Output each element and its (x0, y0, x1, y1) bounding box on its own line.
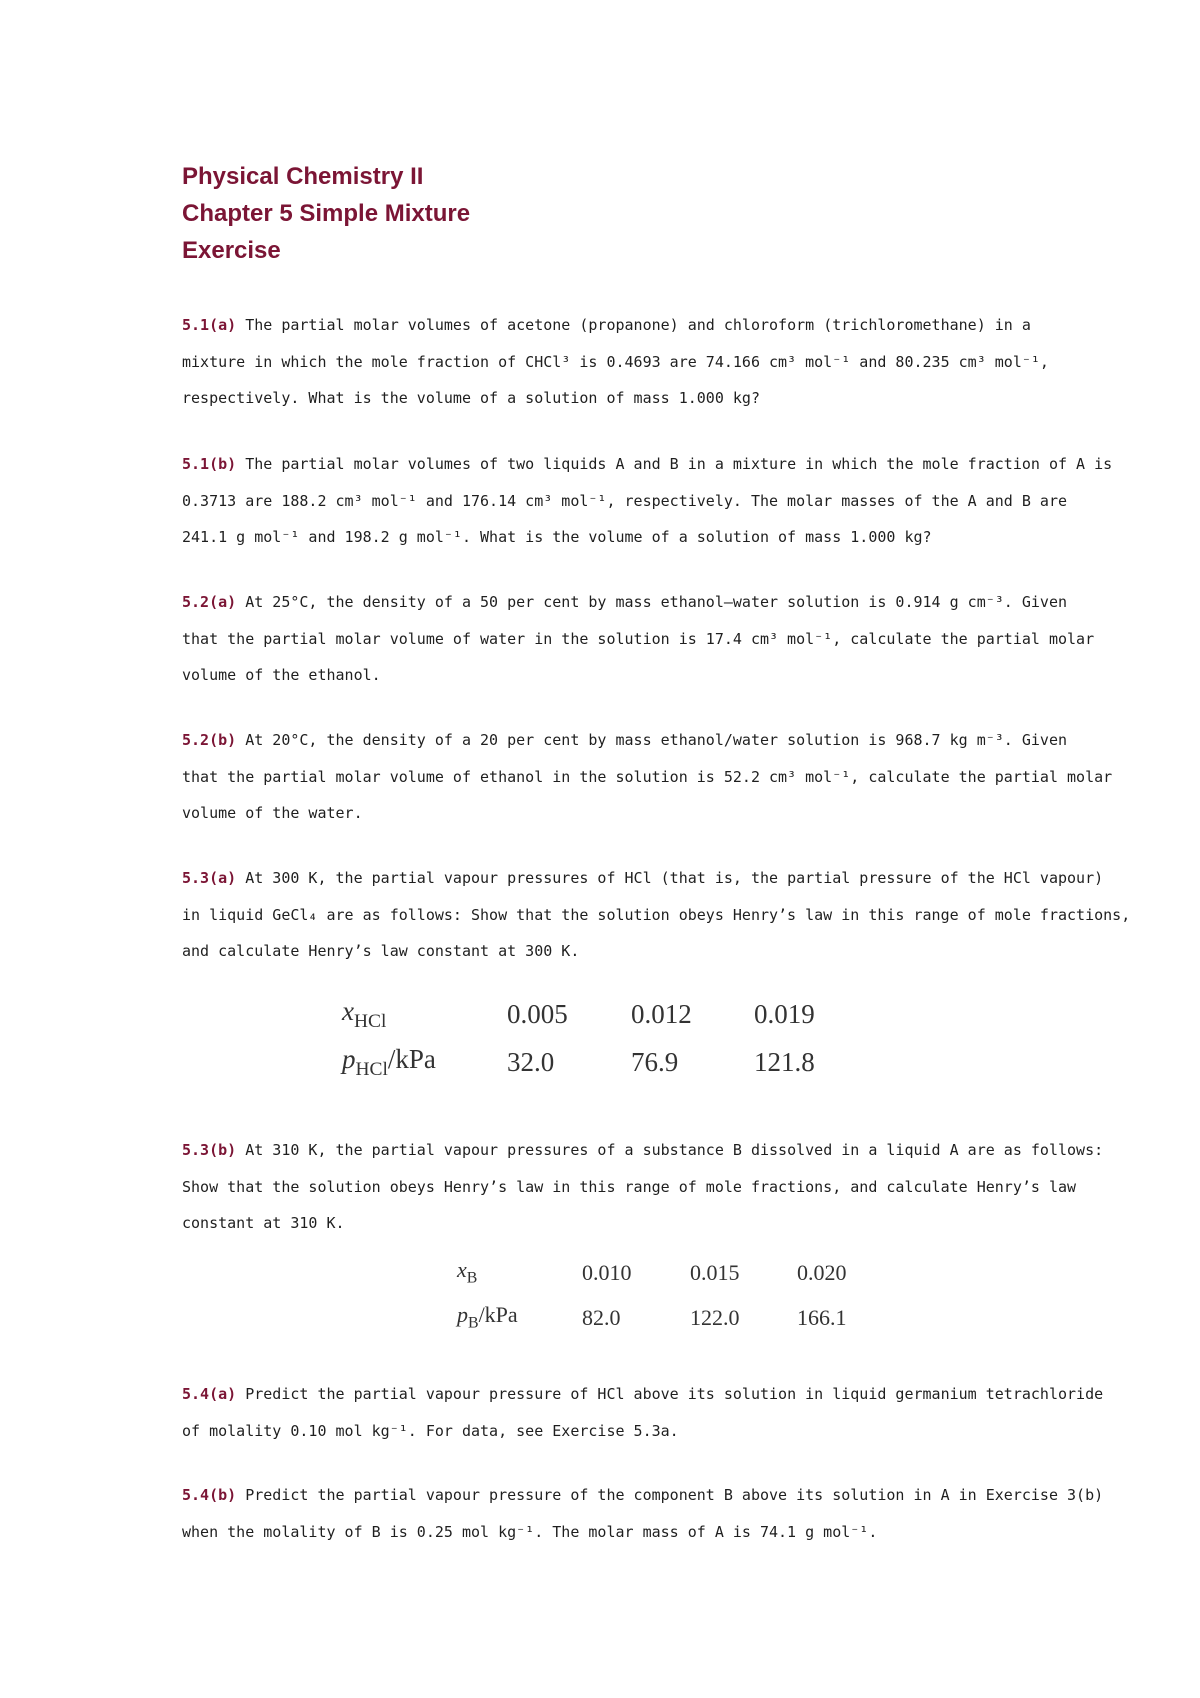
table-cell: 122.0 (690, 1304, 740, 1330)
exercise-text: The partial molar volumes of two liquids A and B in a mixture in which the mole fraction of A is (245, 455, 1113, 473)
document-header (182, 158, 470, 269)
table-cell: 32.0 (507, 1046, 555, 1077)
table-cell: 0.015 (690, 1259, 740, 1285)
exercise-text: constant at 310 K. (182, 1214, 345, 1232)
pressure-symbol: p (342, 1043, 356, 1074)
exercise-5-2a (182, 584, 1095, 694)
exercise-text: The partial molar volumes of acetone (propanone) and chloroform (trichloromethane) in a (245, 316, 1031, 334)
table-cell: 121.8 (754, 1046, 815, 1077)
exercise-number: 5.1(a) (182, 316, 237, 334)
exercise-text: that the partial molar volume of ethanol in the solution is 52.2 cm³ mol⁻¹, calculate the partial molar (182, 767, 1113, 786)
course-title: Physical Chemistry II (182, 163, 424, 190)
exercise-text: At 25°C, the density of a 50 per cent by mass ethanol–water solution is 0.914 g cm⁻³. Given (245, 593, 1068, 611)
exercise-text: in liquid GeCl₄ are as follows: Show that the solution obeys Henry’s law in this range of mole fractions, (182, 905, 1131, 924)
table-cell: 0.005 (507, 998, 568, 1029)
exercise-line (182, 307, 1042, 344)
symbol-subscript: B (466, 1269, 478, 1287)
pressure-symbol: p (457, 1302, 468, 1328)
table-cell: 0.020 (797, 1259, 847, 1285)
exercise-line (182, 584, 1068, 621)
hcl-pressure-table (342, 990, 834, 1086)
exercise-text: Predict the partial vapour pressure of the component B above its solution in A in Exercise 3(b) (245, 1486, 1104, 1504)
table-row (342, 1038, 834, 1086)
table-row (342, 990, 834, 1038)
exercise-text: mixture in which the mole fraction of CHCl³ is 0.4693 are 74.166 cm³ mol⁻¹ and 80.235 cm³ mol⁻¹, (182, 352, 1049, 371)
exercise-line (182, 1132, 1104, 1169)
exercise-line (182, 860, 1104, 897)
exercise-text: and calculate Henry’s law constant at 300 K. (182, 942, 580, 960)
exercise-number: 5.2(b) (182, 731, 237, 749)
exercise-text: volume of the ethanol. (182, 666, 381, 684)
exercise-5-1a (182, 307, 1049, 417)
unit-label: /kPa (478, 1302, 518, 1328)
symbol-subscript: B (468, 1314, 479, 1332)
exercise-number: 5.4(b) (182, 1486, 237, 1504)
exercise-line (182, 1376, 1104, 1413)
table-cell: 166.1 (797, 1304, 847, 1330)
exercise-5-4a (182, 1376, 1104, 1449)
table-row (457, 1250, 867, 1295)
table-cell: 0.010 (582, 1259, 632, 1285)
exercise-number: 5.1(b) (182, 455, 237, 473)
mole-fraction-symbol: x (342, 995, 354, 1026)
exercise-text: when the molality of B is 0.25 mol kg⁻¹. The molar mass of A is 74.1 g mol⁻¹. (182, 1522, 878, 1541)
mole-fraction-symbol: x (457, 1257, 467, 1283)
exercise-text: 241.1 g mol⁻¹ and 198.2 g mol⁻¹. What is the volume of a solution of mass 1.000 kg? (182, 528, 932, 546)
exercise-5-3b (182, 1132, 1104, 1242)
row-symbol-cell (342, 1038, 507, 1086)
table-row (457, 1295, 867, 1340)
exercise-text: of molality 0.10 mol kg⁻¹. For data, see Exercise 5.3a. (182, 1421, 679, 1440)
b-pressure-table (457, 1250, 867, 1340)
exercise-5-4b (182, 1477, 1104, 1550)
exercise-text: 0.3713 are 188.2 cm³ mol⁻¹ and 176.14 cm³ mol⁻¹, respectively. The molar masses of the A and B are (182, 491, 1068, 510)
exercise-5-2b (182, 722, 1113, 832)
row-symbol-cell (457, 1295, 582, 1340)
exercise-number: 5.3(b) (182, 1141, 237, 1159)
exercise-text: At 310 K, the partial vapour pressures of a substance B dissolved in a liquid A are as follows: (245, 1141, 1104, 1159)
exercise-number: 5.3(a) (182, 869, 237, 887)
section-title: Exercise (182, 237, 281, 264)
exercise-text: Show that the solution obeys Henry’s law in this range of mole fractions, and calculate Henry’s law (182, 1177, 1077, 1196)
exercise-number: 5.2(a) (182, 593, 237, 611)
row-symbol-cell (457, 1250, 582, 1295)
exercise-line (182, 722, 1068, 759)
row-symbol-cell (342, 990, 507, 1038)
exercise-5-1b (182, 446, 1113, 556)
exercise-number: 5.4(a) (182, 1385, 237, 1403)
exercise-line (182, 1477, 1104, 1514)
table-cell: 0.012 (631, 998, 692, 1029)
table-cell: 0.019 (754, 998, 815, 1029)
exercise-text: At 20°C, the density of a 20 per cent by mass ethanol/water solution is 968.7 kg m⁻³. Given (245, 731, 1068, 749)
exercise-line (182, 446, 1113, 483)
exercise-text: At 300 K, the partial vapour pressures of HCl (that is, the partial pressure of the HCl vapour) (245, 869, 1104, 887)
chapter-title: Chapter 5 Simple Mixture (182, 200, 471, 227)
exercise-5-3a (182, 860, 1131, 970)
exercise-text: that the partial molar volume of water in the solution is 17.4 cm³ mol⁻¹, calculate the partial molar (182, 629, 1095, 648)
table-cell: 76.9 (631, 1046, 679, 1077)
table-cell: 82.0 (582, 1304, 621, 1330)
symbol-subscript: HCl (353, 1010, 387, 1032)
exercise-text: volume of the water. (182, 804, 363, 822)
exercise-text: respectively. What is the volume of a solution of mass 1.000 kg? (182, 389, 760, 407)
exercise-text: Predict the partial vapour pressure of HCl above its solution in liquid germanium tetrachloride (245, 1385, 1104, 1403)
unit-label: /kPa (387, 1043, 436, 1074)
symbol-subscript: HCl (355, 1058, 388, 1080)
